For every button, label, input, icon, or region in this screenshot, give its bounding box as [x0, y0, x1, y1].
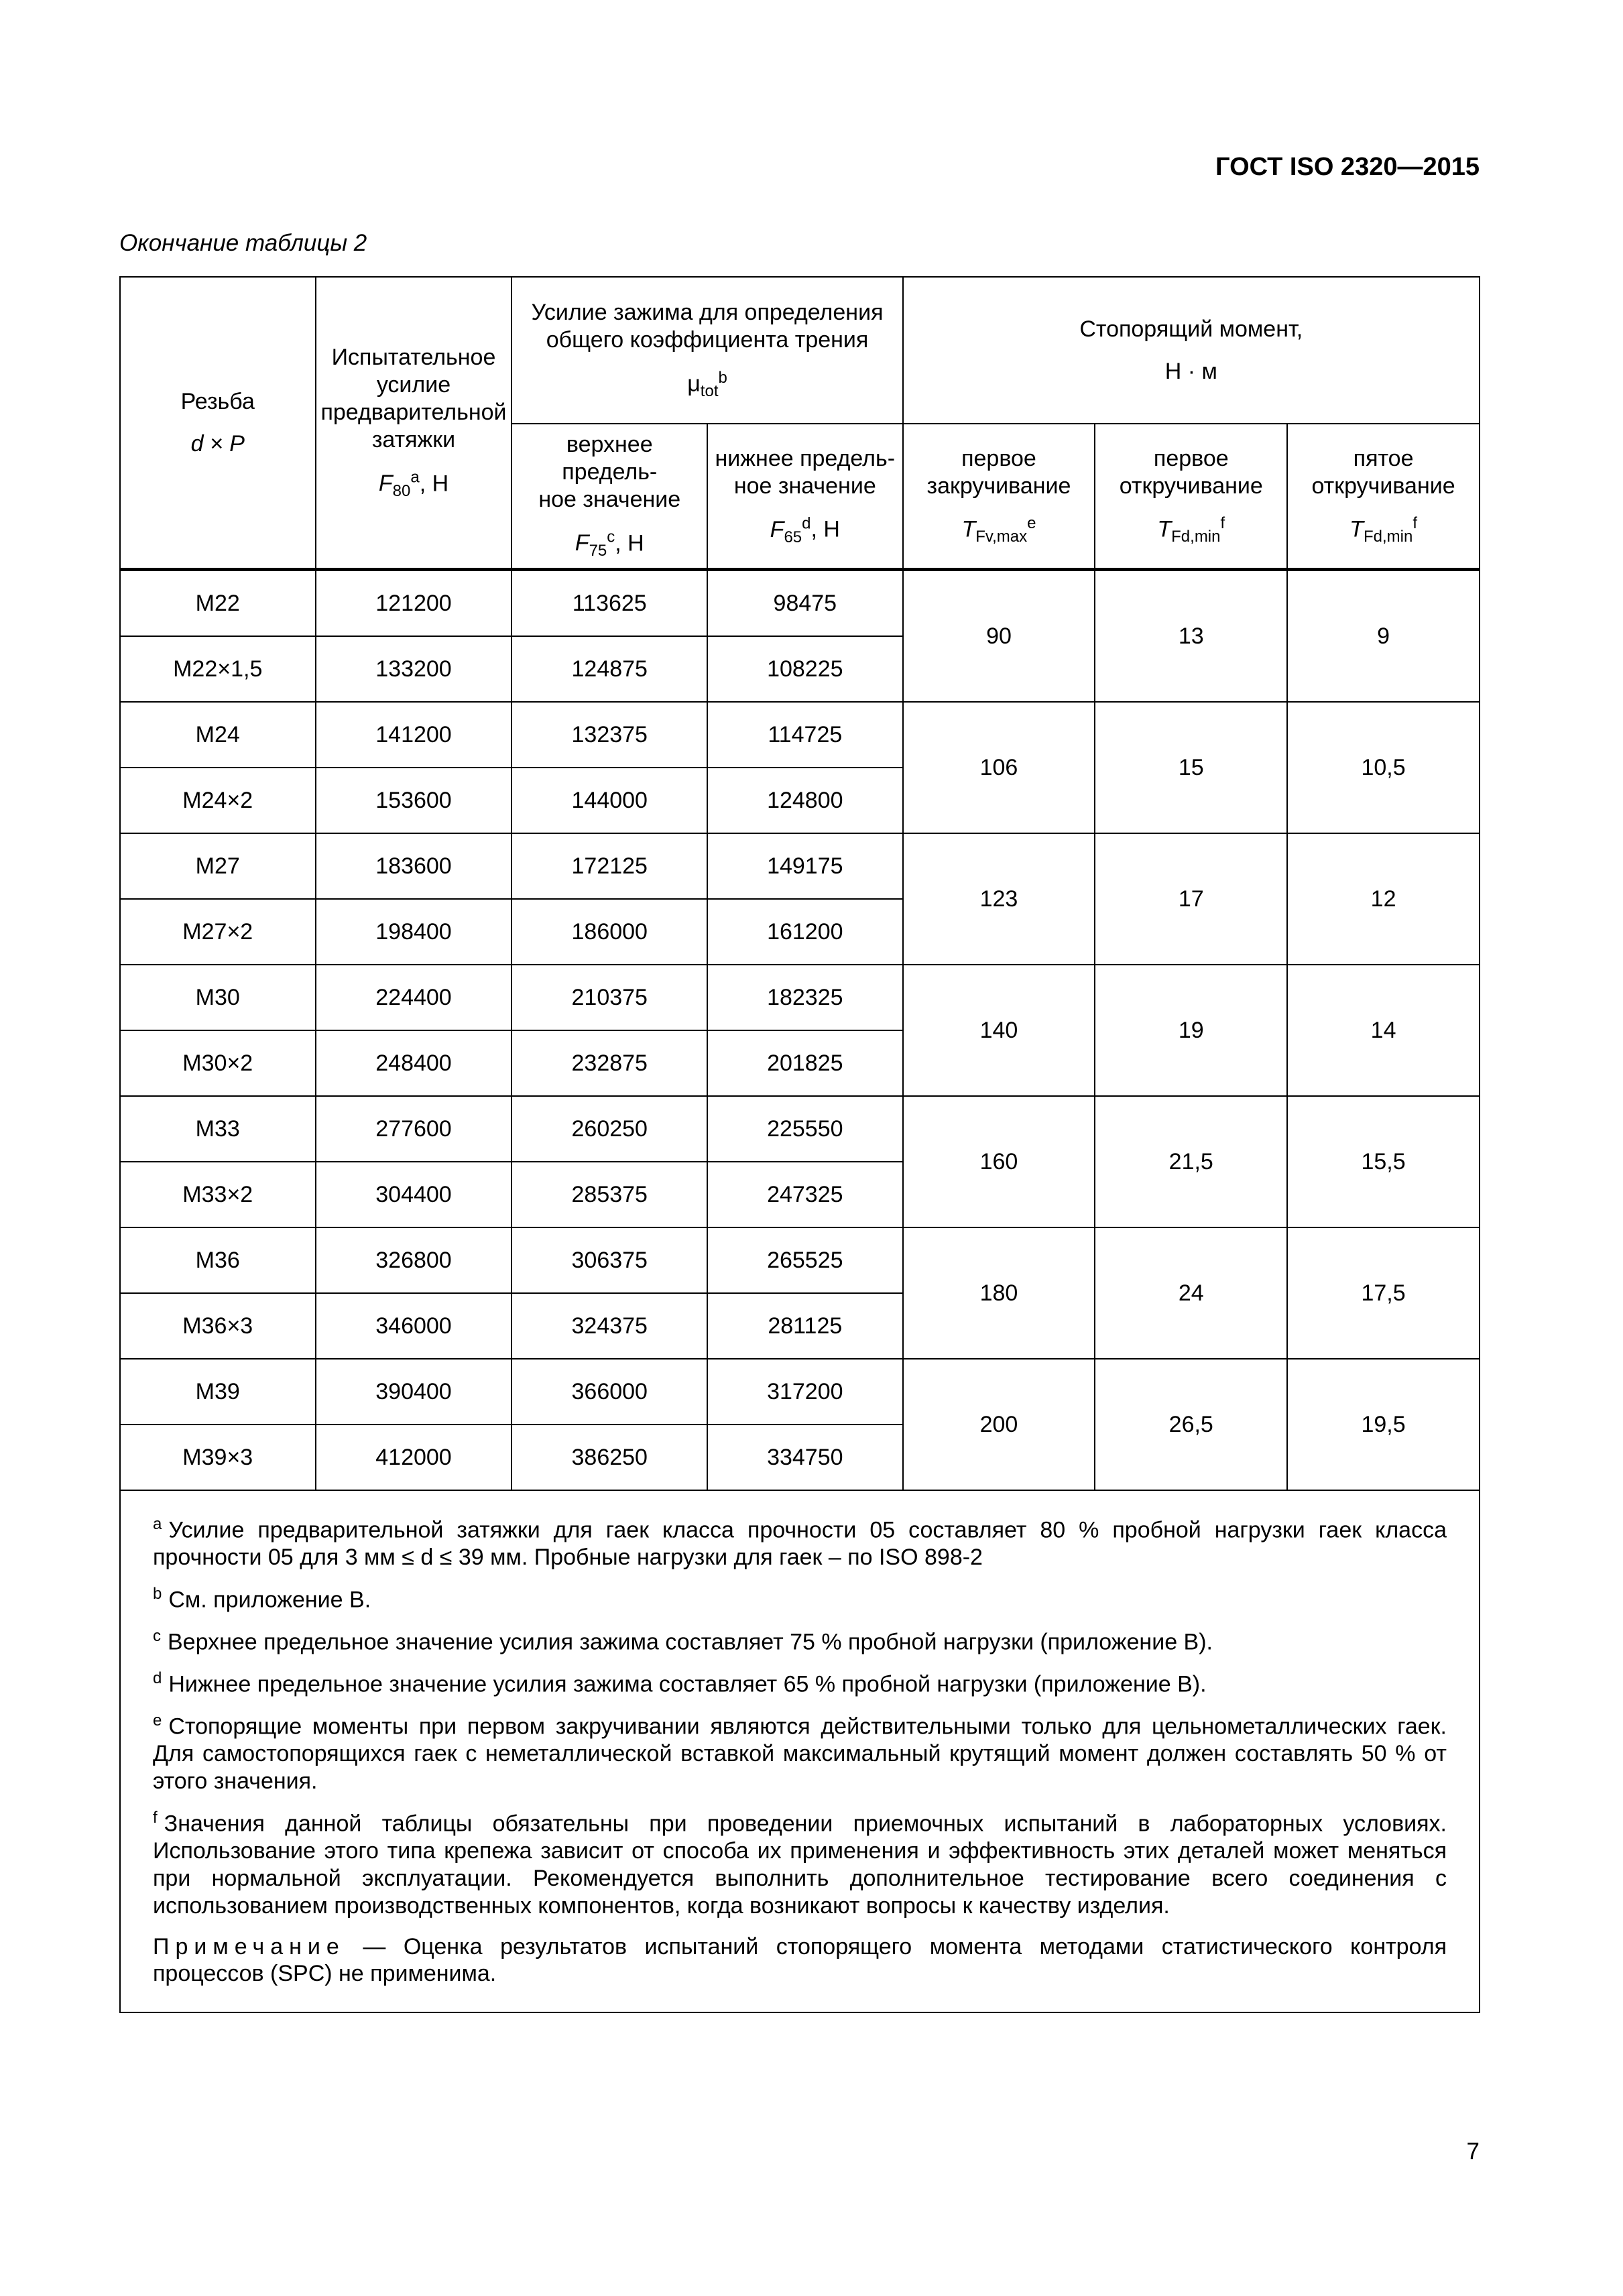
fifth-loosening-cell: 14: [1287, 965, 1480, 1096]
first-tightening-cell: 200: [903, 1359, 1095, 1490]
lower-limit-cell: 334750: [707, 1425, 903, 1490]
upper-limit-cell: 285375: [512, 1162, 707, 1227]
lower-limit-cell: 281125: [707, 1293, 903, 1359]
test-force-cell: 304400: [316, 1162, 512, 1227]
table-row: [120, 833, 1480, 899]
note-label: Примечание: [153, 1933, 345, 1959]
thread-cell: M30: [120, 965, 316, 1030]
upper-limit-cell: 124875: [512, 636, 707, 702]
clamp-force-header: Усилие зажима для определения общего коэффициента трения $\mu_{tot}^b$: [512, 277, 902, 424]
test-force-cell: 346000: [316, 1293, 512, 1359]
test-force-header: Испытательное усилие предварительной затяжки $F_{80}^a$, Н: [316, 277, 512, 570]
test-force-cell: 121200: [316, 570, 512, 637]
test-force-cell: 153600: [316, 768, 512, 833]
upper-limit-cell: 232875: [512, 1030, 707, 1096]
first-loosening-header: первое откручивание $T_{Fd,min}^f$: [1095, 424, 1287, 570]
thread-cell: M24×2: [120, 768, 316, 833]
first-tightening-cell: 90: [903, 570, 1095, 703]
upper-limit-cell: 186000: [512, 899, 707, 965]
upper-limit-cell: 366000: [512, 1359, 707, 1425]
table-row: [120, 1096, 1480, 1162]
first-tightening-cell: 160: [903, 1096, 1095, 1227]
first-loosening-cell: 13: [1095, 570, 1287, 703]
table-row: [120, 965, 1480, 1030]
footnote-d: $^d$ Нижнее предельное значение усилия зажима составляет 65 % пробной нагрузки (приложение В).: [153, 1669, 1207, 1697]
first-tightening-header: первое закручивание $T_{Fv,max}^e$: [903, 424, 1095, 570]
thread-cell: M39: [120, 1359, 316, 1425]
footnote-a: $^a$ Усилие предварительной затяжки для гаек класса прочности 05 составляет 80 % пробной нагрузки гаек класса прочности 05 для 3 мм ≤ d ≤ 39 мм. Пробные нагрузки для гаек – по ISO 898-2: [153, 1515, 1447, 1571]
thread-cell: M33: [120, 1096, 316, 1162]
lower-limit-cell: 225550: [707, 1096, 903, 1162]
footnote-f: $^f$ Значения данной таблицы обязательны при проведении приемочных испытаний в лабораторных условиях. Использование этого типа крепежа зависит от способа их применения и эффективность этих деталей может меняться при нормальной эксплуатации. Рекомендуется выполнить дополнительное тестирование всего соединения с использованием производственных компонентов, когда возникают вопросы к качеству изделия.: [153, 1809, 1447, 1919]
thread-cell: M27×2: [120, 899, 316, 965]
fifth-loosening-cell: 19,5: [1287, 1359, 1480, 1490]
fifth-loosening-cell: 12: [1287, 833, 1480, 965]
test-force-cell: 141200: [316, 702, 512, 768]
test-force-cell: 412000: [316, 1425, 512, 1490]
upper-limit-cell: 386250: [512, 1425, 707, 1490]
note-dash: —: [363, 1933, 386, 1959]
upper-limit-cell: 324375: [512, 1293, 707, 1359]
upper-limit-cell: 260250: [512, 1096, 707, 1162]
upper-limit-cell: 144000: [512, 768, 707, 833]
test-force-cell: 133200: [316, 636, 512, 702]
upper-limit-cell: 113625: [512, 570, 707, 637]
thread-cell: M33×2: [120, 1162, 316, 1227]
fifth-loosening-cell: 10,5: [1287, 702, 1480, 833]
footnotes-row: [120, 1490, 1480, 2012]
upper-limit-header: верхнее предель- ное значение $F_{75}^c$, Н: [512, 424, 707, 570]
table-row: [120, 702, 1480, 768]
lower-limit-cell: 108225: [707, 636, 903, 702]
lower-limit-cell: 247325: [707, 1162, 903, 1227]
torque-table: [119, 276, 1480, 2013]
upper-limit-cell: 306375: [512, 1227, 707, 1293]
lower-limit-cell: 149175: [707, 833, 903, 899]
thread-cell: M36: [120, 1227, 316, 1293]
locking-torque-header: Стопорящий момент, Н · м: [903, 277, 1480, 424]
footnotes: [120, 1490, 1480, 2012]
table-row: [120, 570, 1480, 637]
table-row: [120, 1227, 1480, 1293]
fifth-loosening-cell: 17,5: [1287, 1227, 1480, 1359]
lower-limit-cell: 114725: [707, 702, 903, 768]
test-force-cell: 198400: [316, 899, 512, 965]
test-force-cell: 277600: [316, 1096, 512, 1162]
first-loosening-cell: 15: [1095, 702, 1287, 833]
table-row: [120, 1359, 1480, 1425]
first-tightening-cell: 140: [903, 965, 1095, 1096]
lower-limit-cell: 98475: [707, 570, 903, 637]
upper-limit-cell: 172125: [512, 833, 707, 899]
lower-limit-cell: 124800: [707, 768, 903, 833]
test-force-cell: 248400: [316, 1030, 512, 1096]
test-force-cell: 224400: [316, 965, 512, 1030]
fifth-loosening-header: пятое откручивание $T_{Fd,min}^f$: [1287, 424, 1480, 570]
note-text: Оценка результатов испытаний стопорящего момента методами статистического контроля процессов (SPC) не применима.: [153, 1933, 1447, 1987]
lower-limit-cell: 201825: [707, 1030, 903, 1096]
thread-header: Резьба d × P: [120, 277, 316, 570]
thread-cell: M30×2: [120, 1030, 316, 1096]
first-tightening-cell: 180: [903, 1227, 1095, 1359]
thread-cell: M36×3: [120, 1293, 316, 1359]
test-force-cell: 183600: [316, 833, 512, 899]
table-caption: Окончание таблицы 2: [119, 230, 367, 256]
first-tightening-cell: 123: [903, 833, 1095, 965]
first-loosening-cell: 17: [1095, 833, 1287, 965]
thread-cell: M24: [120, 702, 316, 768]
footnote-b: $^b$ См. приложение В.: [153, 1584, 371, 1613]
first-loosening-cell: 26,5: [1095, 1359, 1287, 1490]
thread-cell: M27: [120, 833, 316, 899]
test-force-cell: 326800: [316, 1227, 512, 1293]
thread-cell: M39×3: [120, 1425, 316, 1490]
first-loosening-cell: 24: [1095, 1227, 1287, 1359]
lower-limit-cell: 317200: [707, 1359, 903, 1425]
lower-limit-cell: 182325: [707, 965, 903, 1030]
footnote-c: $^c$ Верхнее предельное значение усилия зажима составляет 75 % пробной нагрузки (приложение В).: [153, 1627, 1213, 1655]
first-loosening-cell: 21,5: [1095, 1096, 1287, 1227]
thread-cell: M22×1,5: [120, 636, 316, 702]
upper-limit-cell: 210375: [512, 965, 707, 1030]
fifth-loosening-cell: 9: [1287, 570, 1480, 703]
first-tightening-cell: 106: [903, 702, 1095, 833]
first-loosening-cell: 19: [1095, 965, 1287, 1096]
lower-limit-header: нижнее предель- ное значение $F_{65}^d$, Н: [707, 424, 903, 570]
thread-cell: M22: [120, 570, 316, 637]
lower-limit-cell: 265525: [707, 1227, 903, 1293]
test-force-cell: 390400: [316, 1359, 512, 1425]
standard-code: ГОСТ ISO 2320—2015: [1215, 153, 1480, 181]
upper-limit-cell: 132375: [512, 702, 707, 768]
table-note: [153, 1933, 1447, 1988]
lower-limit-cell: 161200: [707, 899, 903, 965]
fifth-loosening-cell: 15,5: [1287, 1096, 1480, 1227]
footnote-e: $^e$ Стопорящие моменты при первом закручивании являются действительными только для цельнометаллических гаек. Для самостопорящихся гаек с неметаллической вставкой максимальный крутящий момент должен составлять 50 % от этого значения.: [153, 1711, 1447, 1795]
page-number: 7: [1466, 2138, 1480, 2165]
